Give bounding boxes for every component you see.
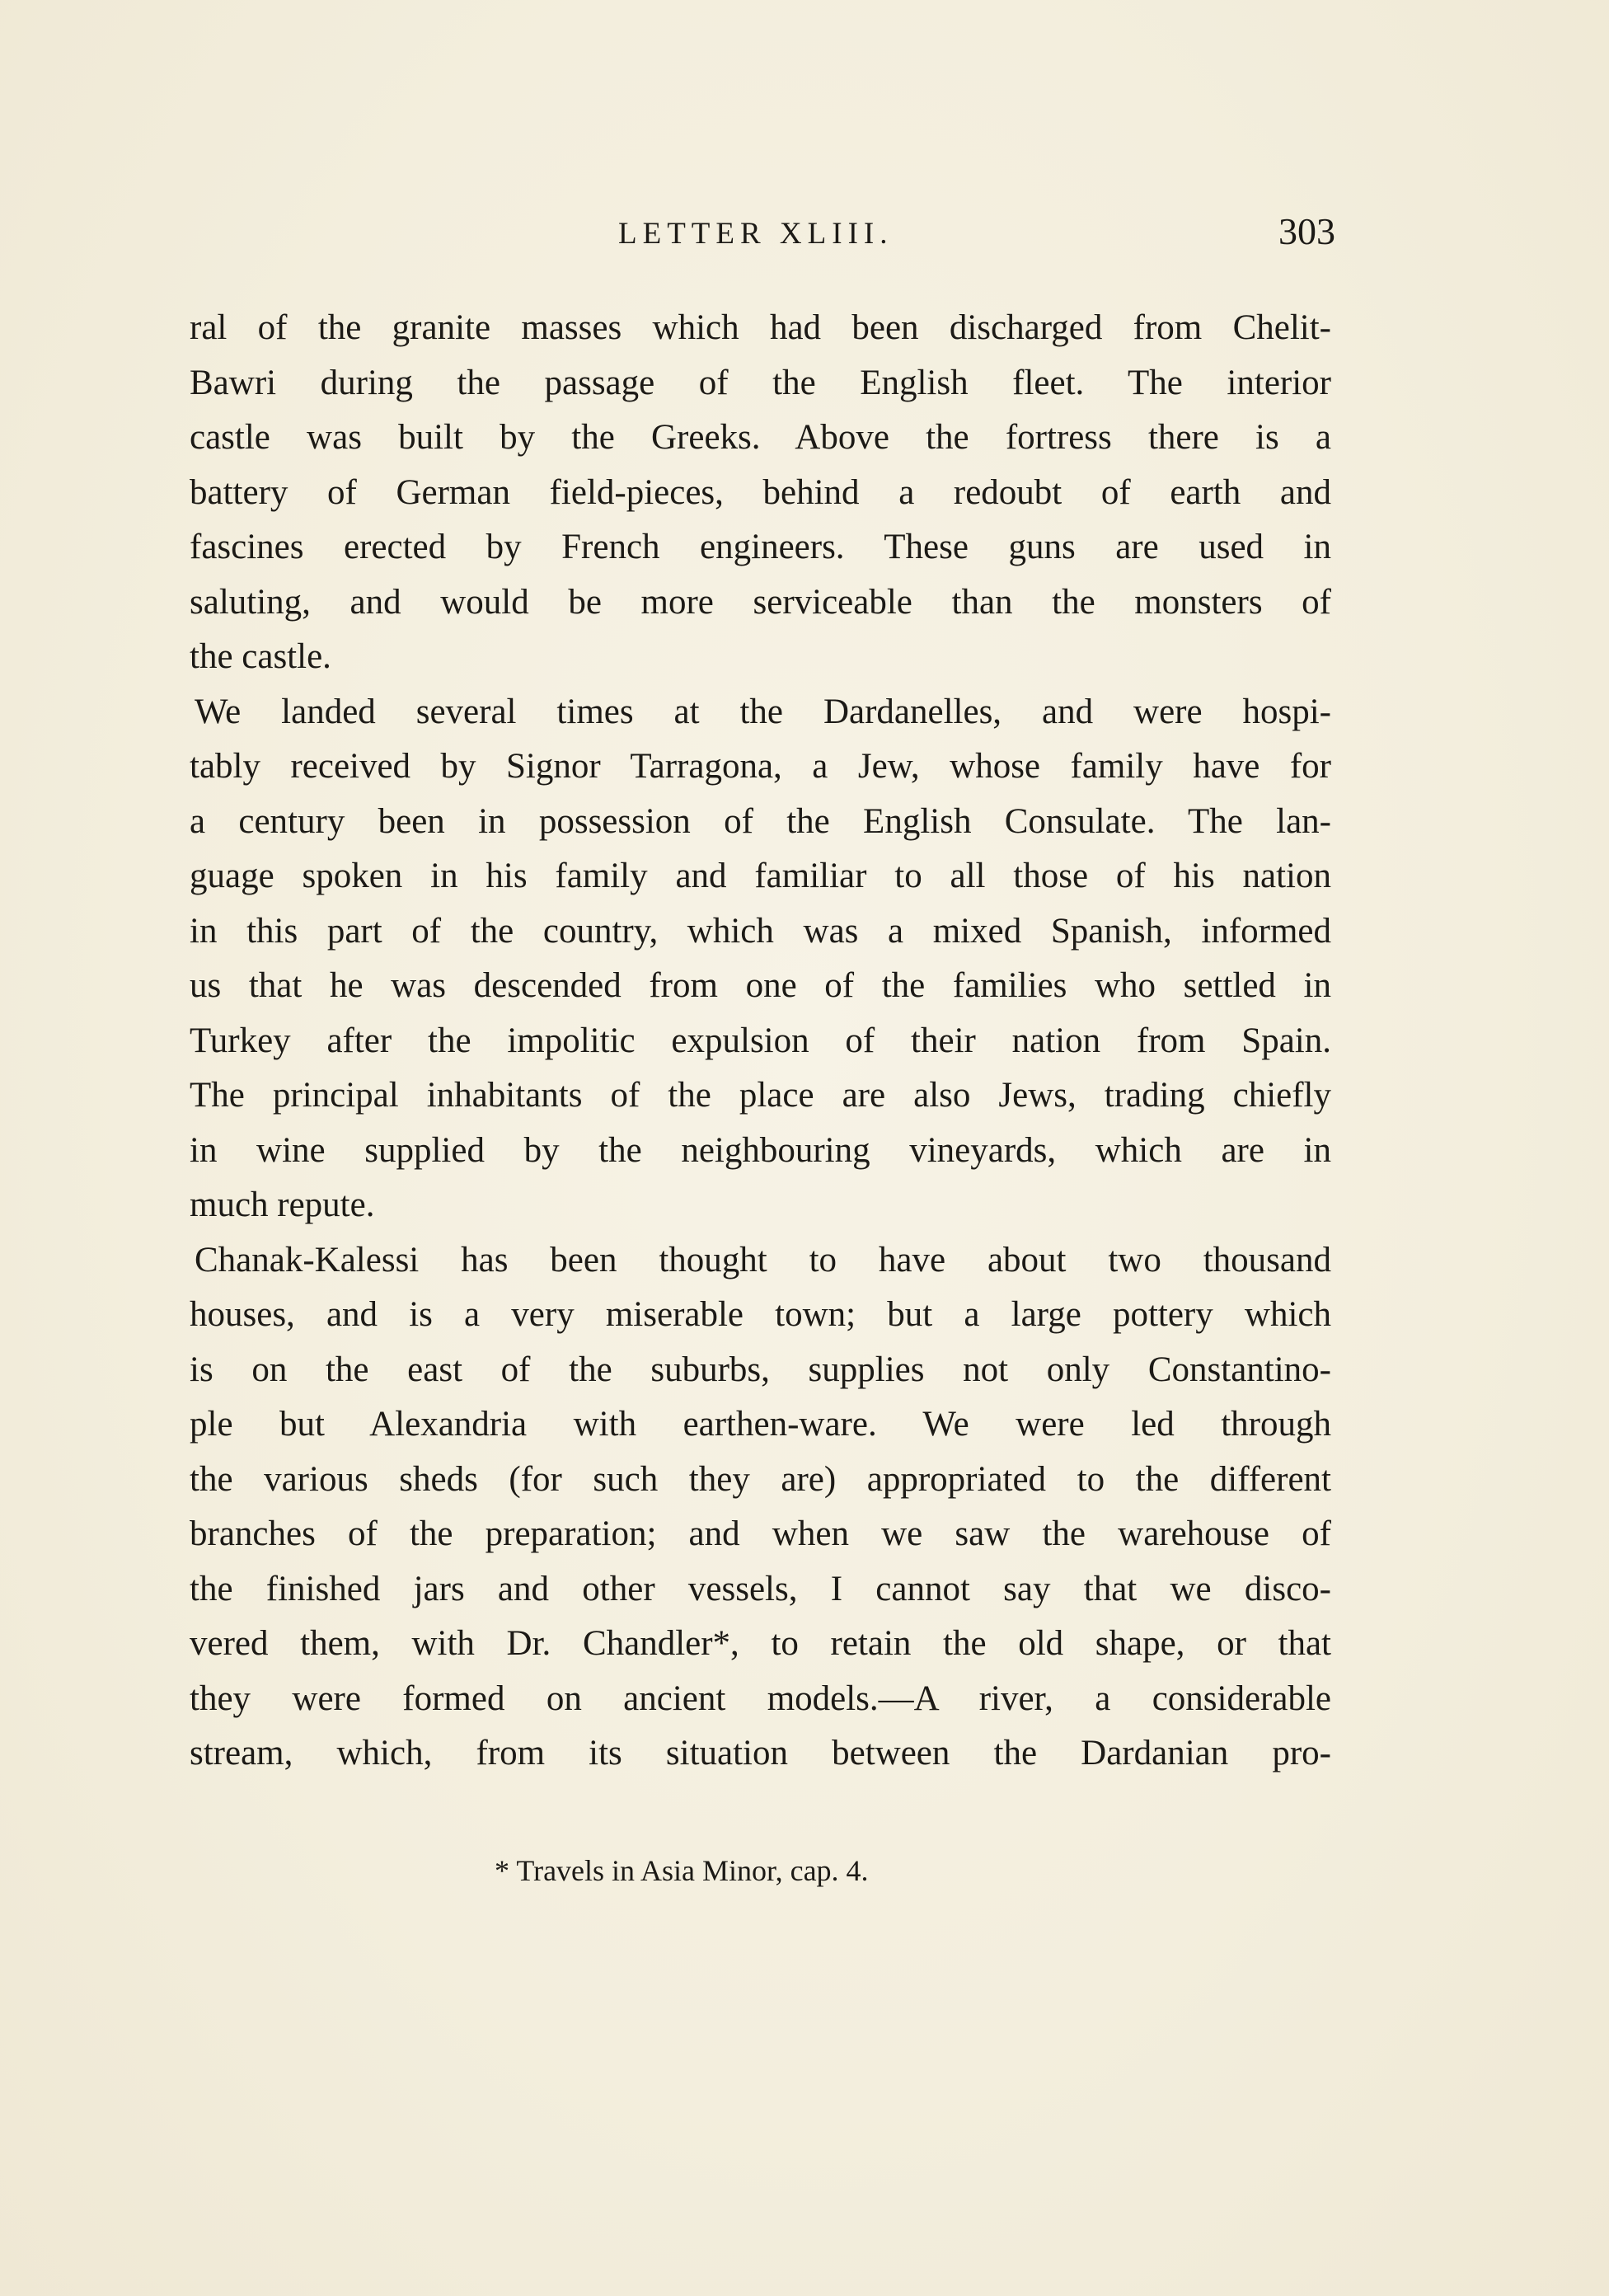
body-text <box>190 301 1331 1782</box>
text-line: Turkey after the impolitic expulsion of their nation from Spain. <box>190 1021 1331 1060</box>
text-line: Bawri during the passage of the English fleet. The interior <box>190 363 1331 402</box>
text-line: us that he was descended from one of the families who settled in <box>190 966 1331 1005</box>
text-line: battery of German field-pieces, behind a redoubt of earth and <box>190 472 1331 512</box>
text-line: Chanak-Kalessi has been thought to have about two thousand <box>195 1240 1331 1279</box>
text-line: the finished jars and other vessels, I cannot say that we disco- <box>190 1569 1331 1608</box>
text-line: much repute. <box>190 1186 375 1224</box>
text-line: houses, and is a very miserable town; but a large pottery which <box>190 1295 1331 1334</box>
text-line: the various sheds (for such they are) appropriated to the different <box>190 1459 1331 1499</box>
text-line: saluting, and would be more serviceable than the monsters of <box>190 582 1331 622</box>
text-line: in this part of the country, which was a mixed Spanish, informed <box>190 911 1331 951</box>
text-line: the castle. <box>190 637 331 676</box>
text-line: is on the east of the suburbs, supplies not only Constantino- <box>190 1350 1331 1389</box>
running-head: LETTER XLIII. <box>618 217 894 251</box>
text-line: We landed several times at the Dardanelles, and were hospi- <box>195 692 1331 731</box>
footnote: * Travels in Asia Minor, cap. 4. <box>495 1854 869 1887</box>
text-line: tably received by Signor Tarragona, a Jew, whose family have for <box>190 747 1331 786</box>
text-line: guage spoken in his family and familiar to all those of his nation <box>190 857 1331 895</box>
page-header <box>190 210 1344 265</box>
text-line: fascines erected by French engineers. These guns are used in <box>190 528 1331 566</box>
text-line: a century been in possession of the English Consulate. The lan- <box>190 801 1331 841</box>
text-line: The principal inhabitants of the place are also Jews, trading chiefly <box>190 1076 1331 1115</box>
text-line: in wine supplied by the neighbouring vineyards, which are in <box>190 1130 1331 1170</box>
text-line: branches of the preparation; and when we saw the warehouse of <box>190 1514 1331 1553</box>
page-number: 303 <box>1278 210 1335 252</box>
text-line: stream, which, from its situation between the Dardanian pro- <box>190 1734 1331 1772</box>
text-line: ral of the granite masses which had been discharged from Chelit- <box>190 308 1331 347</box>
text-line: ple but Alexandria with earthen-ware. We were led through <box>190 1405 1331 1444</box>
text-line: castle was built by the Greeks. Above the fortress there is a <box>190 418 1331 457</box>
text-line: vered them, with Dr. Chandler*, to retain the old shape, or that <box>190 1624 1331 1663</box>
text-line: they were formed on ancient models.—A river, a considerable <box>190 1679 1331 1718</box>
